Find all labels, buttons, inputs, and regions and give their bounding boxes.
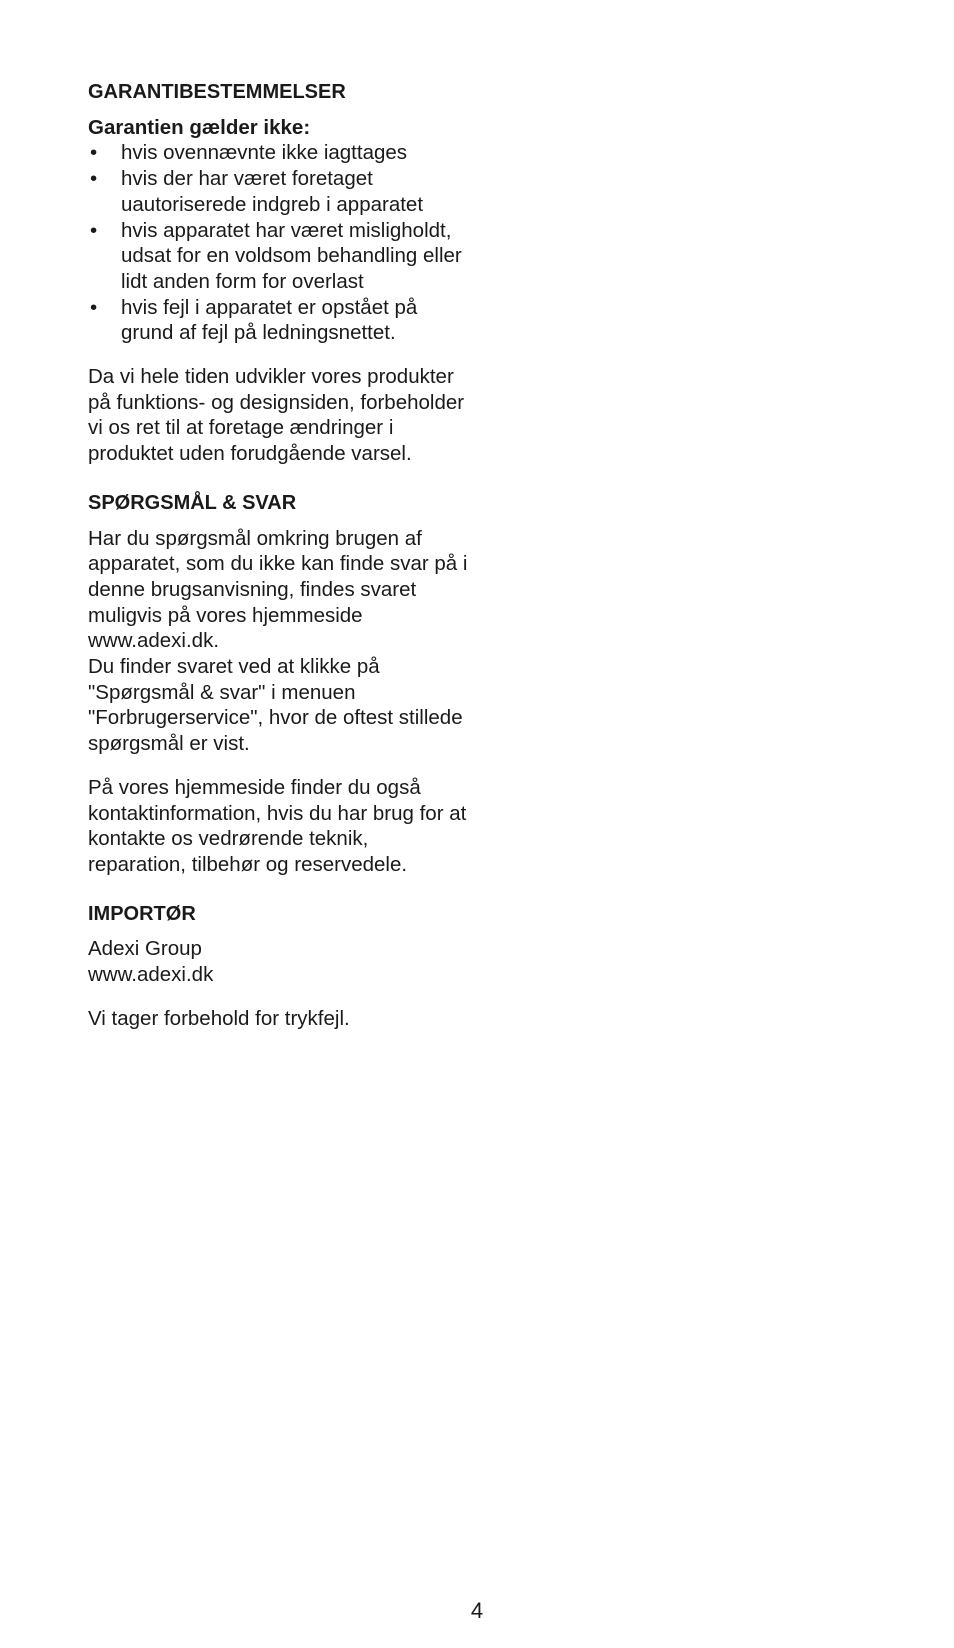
warranty-exclusions-list: [88, 140, 468, 346]
manual-text-column: [88, 80, 468, 1032]
bullet-icon: •: [90, 218, 98, 242]
importer-website: www.adexi.dk: [88, 963, 214, 987]
faq-paragraph-contact: På vores hjemmeside finder du også kontaktinformation, hvis du har brug for at kontakte os vedrørende teknik, reparation, tilbehør og reservedele.: [88, 775, 467, 876]
list-item-text: hvis der har været foretaget uautoriserede indgreb i apparatet: [121, 167, 424, 216]
faq-paragraph-website: Har du spørgsmål omkring brugen af apparatet, som du ikke kan finde svar på i denne brugsanvisning, findes svaret muligvis på vores hjemmeside www.adexi.dk.: [88, 526, 468, 653]
importer-heading: IMPORTØR: [88, 902, 196, 925]
warranty-subheading: Garantien gælder ikke:: [88, 115, 311, 139]
importer-section: [88, 902, 468, 1032]
bullet-icon: •: [90, 167, 98, 191]
list-item: [88, 140, 468, 166]
list-item: [88, 218, 468, 295]
list-item-text: hvis ovennævnte ikke iagttages: [121, 141, 408, 165]
list-item-text: hvis fejl i apparatet er opstået på grund af fejl på ledningsnettet.: [121, 295, 418, 345]
list-item-text: hvis apparatet har været misligholdt, udsat for en voldsom behandling eller lidt anden form for overlast: [121, 218, 462, 293]
importer-company: Adexi Group: [88, 937, 202, 961]
faq-section: [88, 491, 468, 878]
bullet-icon: •: [90, 141, 98, 165]
list-item: [88, 166, 468, 217]
print-error-disclaimer: Vi tager forbehold for trykfejl.: [88, 1006, 350, 1030]
page-number: 4: [470, 1598, 484, 1623]
faq-paragraph-menu: Du finder svaret ved at klikke på "Spørgsmål & svar" i menuen "Forbrugerservice", hvor de oftest stillede spørgsmål er vist.: [88, 655, 463, 756]
warranty-section: [88, 80, 468, 467]
warranty-paragraph: Da vi hele tiden udvikler vores produkter på funktions- og designsiden, forbeholder vi os ret til at foretage ændringer i produktet uden forudgående varsel.: [88, 365, 465, 466]
faq-heading: SPØRGSMÅL & SVAR: [88, 491, 297, 514]
list-item: [88, 295, 468, 346]
warranty-heading: GARANTIBESTEMMELSER: [88, 81, 346, 103]
bullet-icon: •: [90, 295, 98, 319]
